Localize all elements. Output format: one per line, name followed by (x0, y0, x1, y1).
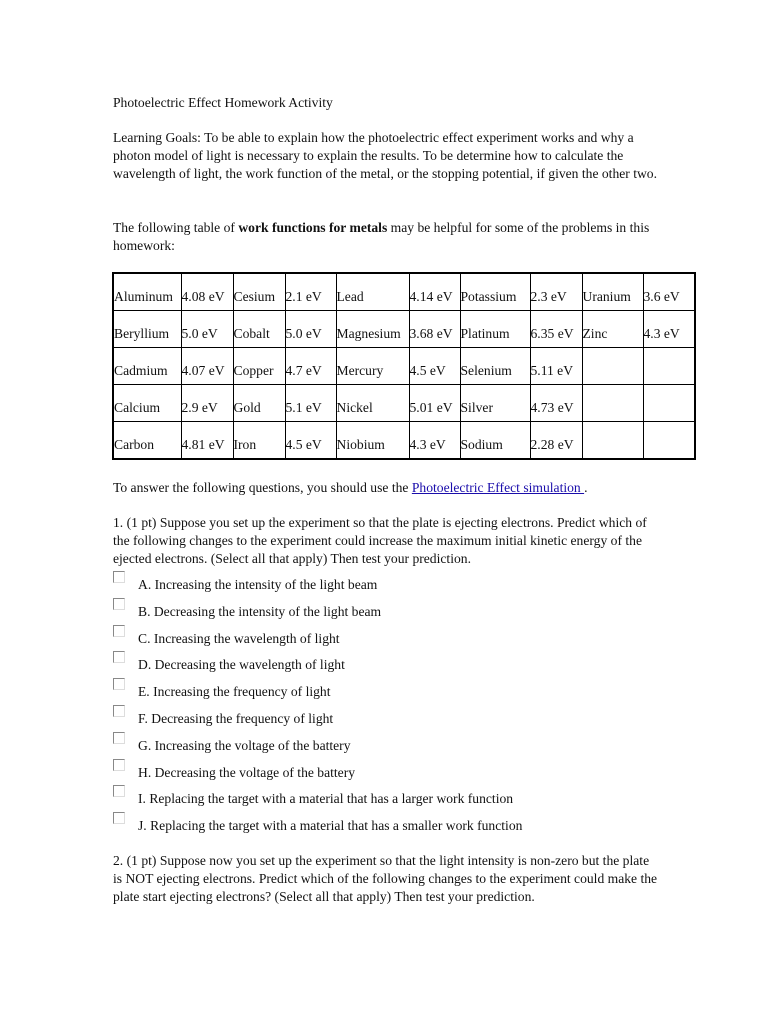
question-2-text: 2. (1 pt) Suppose now you set up the experiment so that the light intensity is non-zero but the plate is NOT ejecting electrons. Predict which of the following changes to the experiment could make the plate start ejecting electrons? (Select all that apply) Then test your prediction. (113, 853, 658, 904)
answer-text-after: . (584, 480, 588, 495)
metal-name: Calcium (114, 400, 161, 415)
work-function-value: 5.0 eV (285, 326, 322, 341)
work-function-value: 6.35 eV (530, 326, 574, 341)
work-function-cell (643, 385, 695, 422)
work-function-value: 3.68 eV (409, 326, 453, 341)
simulation-link[interactable]: Photoelectric Effect simulation (411, 480, 585, 495)
metal-name: Carbon (114, 437, 155, 452)
option-checkbox[interactable] (113, 651, 125, 663)
work-function-value: 4.3 eV (643, 326, 680, 341)
work-function-value: 2.9 eV (181, 400, 218, 415)
option-label: I. Replacing the target with a material that has a larger work function (138, 791, 514, 807)
work-function-value: 5.0 eV (181, 326, 218, 341)
work-function-value: 4.5 eV (285, 437, 322, 452)
work-function-value: 4.3 eV (409, 437, 446, 452)
option-label: J. Replacing the target with a material that has a smaller work function (138, 818, 523, 834)
work-function-cell (285, 422, 336, 460)
metal-name: Cesium (233, 289, 276, 304)
question-1-text: 1. (1 pt) Suppose you set up the experiment so that the plate is ejecting electrons. Predict which of the following changes to the experiment could increase the maximum initial kinetic energy of the ejected electrons. (Select all that apply) Then test your prediction. (113, 515, 647, 566)
metal-name: Uranium (582, 289, 631, 304)
metal-name-cell (460, 385, 530, 422)
metal-name: Potassium (460, 289, 517, 304)
work-function-value: 5.01 eV (409, 400, 453, 415)
work-function-value (644, 435, 695, 445)
option-label: F. Decreasing the frequency of light (138, 710, 334, 726)
option-label: A. Increasing the intensity of the light beam (138, 577, 378, 592)
metal-name: Magnesium (336, 326, 401, 341)
metal-name-cell (336, 273, 409, 311)
intro-text-before: The following table of (113, 220, 239, 235)
metal-name: Zinc (582, 326, 608, 341)
work-function-cell (409, 422, 460, 460)
work-function-cell (530, 273, 582, 311)
work-function-cell (285, 273, 336, 311)
option-checkbox[interactable] (113, 812, 125, 824)
work-function-value (644, 398, 695, 408)
metal-name-cell (113, 348, 181, 385)
metal-name-cell (336, 422, 409, 460)
work-function-value: 2.3 eV (530, 289, 567, 304)
metal-name (583, 398, 643, 408)
work-function-cell (181, 273, 233, 311)
metal-name-cell (582, 385, 643, 422)
work-function-cell (643, 422, 695, 460)
work-function-value: 4.07 eV (181, 363, 225, 378)
metal-name-cell (582, 311, 643, 348)
option-label: B. Decreasing the intensity of the light beam (138, 603, 382, 619)
metal-name-cell (113, 273, 181, 311)
option-label: H. Decreasing the voltage of the battery (138, 764, 356, 780)
work-function-cell (643, 348, 695, 385)
work-function-value: 2.28 eV (530, 437, 574, 452)
work-function-table (112, 272, 696, 460)
metal-name: Beryllium (114, 326, 170, 341)
metal-name-cell (582, 422, 643, 460)
metal-name-cell (233, 385, 285, 422)
option-checkbox[interactable] (113, 678, 125, 690)
metal-name (583, 435, 643, 445)
metal-name: Sodium (460, 437, 503, 452)
metal-name: Lead (336, 289, 364, 304)
metal-name-cell (336, 311, 409, 348)
work-function-value: 2.1 eV (285, 289, 322, 304)
table-row (113, 348, 695, 385)
metal-name (583, 361, 643, 371)
work-function-cell (530, 385, 582, 422)
work-function-cell (643, 273, 695, 311)
intro-bold-text: work functions for metals (238, 220, 388, 235)
metal-name: Platinum (460, 326, 510, 341)
work-function-cell (409, 348, 460, 385)
table-intro (113, 219, 658, 255)
metal-name: Mercury (336, 363, 384, 378)
metal-name-cell (233, 311, 285, 348)
document-title: Photoelectric Effect Homework Activity (113, 95, 333, 110)
metal-name-cell (113, 422, 181, 460)
metal-name: Gold (233, 400, 261, 415)
table-row (113, 385, 695, 422)
metal-name: Copper (233, 363, 274, 378)
work-function-cell (181, 348, 233, 385)
metal-name-cell (460, 311, 530, 348)
option-checkbox[interactable] (113, 705, 125, 717)
work-function-cell (643, 311, 695, 348)
table-row (113, 422, 695, 460)
table-row (113, 311, 695, 348)
metal-name-cell (460, 273, 530, 311)
work-function-cell (285, 385, 336, 422)
work-function-cell (409, 311, 460, 348)
work-function-value: 5.1 eV (285, 400, 322, 415)
option-label: D. Decreasing the wavelength of light (138, 657, 345, 673)
metal-name-cell (460, 422, 530, 460)
work-function-value: 3.6 eV (643, 289, 680, 304)
metal-name: Niobium (336, 437, 385, 452)
option-checkbox[interactable] (113, 625, 125, 637)
option-checkbox[interactable] (113, 571, 125, 583)
work-function-value: 4.14 eV (409, 289, 453, 304)
option-label: C. Increasing the wavelength of light (138, 630, 340, 646)
answer-text-before: To answer the following questions, you should use the (113, 480, 412, 495)
metal-name: Aluminum (114, 289, 173, 304)
metal-name-cell (233, 348, 285, 385)
table-row (113, 273, 695, 311)
metal-name: Iron (233, 437, 257, 452)
work-function-cell (530, 311, 582, 348)
work-function-cell (285, 311, 336, 348)
metal-name-cell (233, 422, 285, 460)
metal-name-cell (233, 273, 285, 311)
work-function-cell (409, 273, 460, 311)
option-checkbox[interactable] (113, 759, 125, 771)
work-function-cell (530, 348, 582, 385)
work-function-value: 4.5 eV (409, 363, 446, 378)
work-function-cell (181, 311, 233, 348)
metal-name-cell (582, 348, 643, 385)
metal-name-cell (113, 385, 181, 422)
option-checkbox[interactable] (113, 785, 125, 797)
metal-name-cell (582, 273, 643, 311)
option-label: E. Increasing the frequency of light (138, 684, 331, 700)
option-checkbox[interactable] (113, 732, 125, 744)
work-function-cell (285, 348, 336, 385)
intro-text-after: may be helpful for some of the problems in this homework: (113, 220, 650, 253)
work-function-cell (181, 422, 233, 460)
metal-name: Cobalt (233, 326, 270, 341)
metal-name: Cadmium (114, 363, 168, 378)
work-function-value (644, 361, 695, 371)
simulation-instruction (113, 479, 658, 497)
work-function-value: 5.11 eV (530, 363, 574, 378)
metal-name-cell (336, 385, 409, 422)
metal-name: Silver (460, 400, 493, 415)
metal-name: Selenium (460, 363, 512, 378)
work-function-value: 4.81 eV (181, 437, 225, 452)
option-checkbox[interactable] (113, 598, 125, 610)
work-function-value: 4.7 eV (285, 363, 322, 378)
metal-name-cell (336, 348, 409, 385)
metal-name-cell (460, 348, 530, 385)
metal-name: Nickel (336, 400, 373, 415)
work-function-cell (530, 422, 582, 460)
work-function-value: 4.73 eV (530, 400, 574, 415)
work-function-cell (409, 385, 460, 422)
option-label: G. Increasing the voltage of the battery (138, 737, 351, 753)
work-function-value: 4.08 eV (181, 289, 225, 304)
work-function-cell (181, 385, 233, 422)
learning-goals: Learning Goals: To be able to explain how the photoelectric effect experiment works and why a photon model of light is necessary to explain the results. To be determine how to calculate the wavelength of light, the work function of the metal, or the stopping potential, if given the other two. (113, 130, 658, 181)
metal-name-cell (113, 311, 181, 348)
